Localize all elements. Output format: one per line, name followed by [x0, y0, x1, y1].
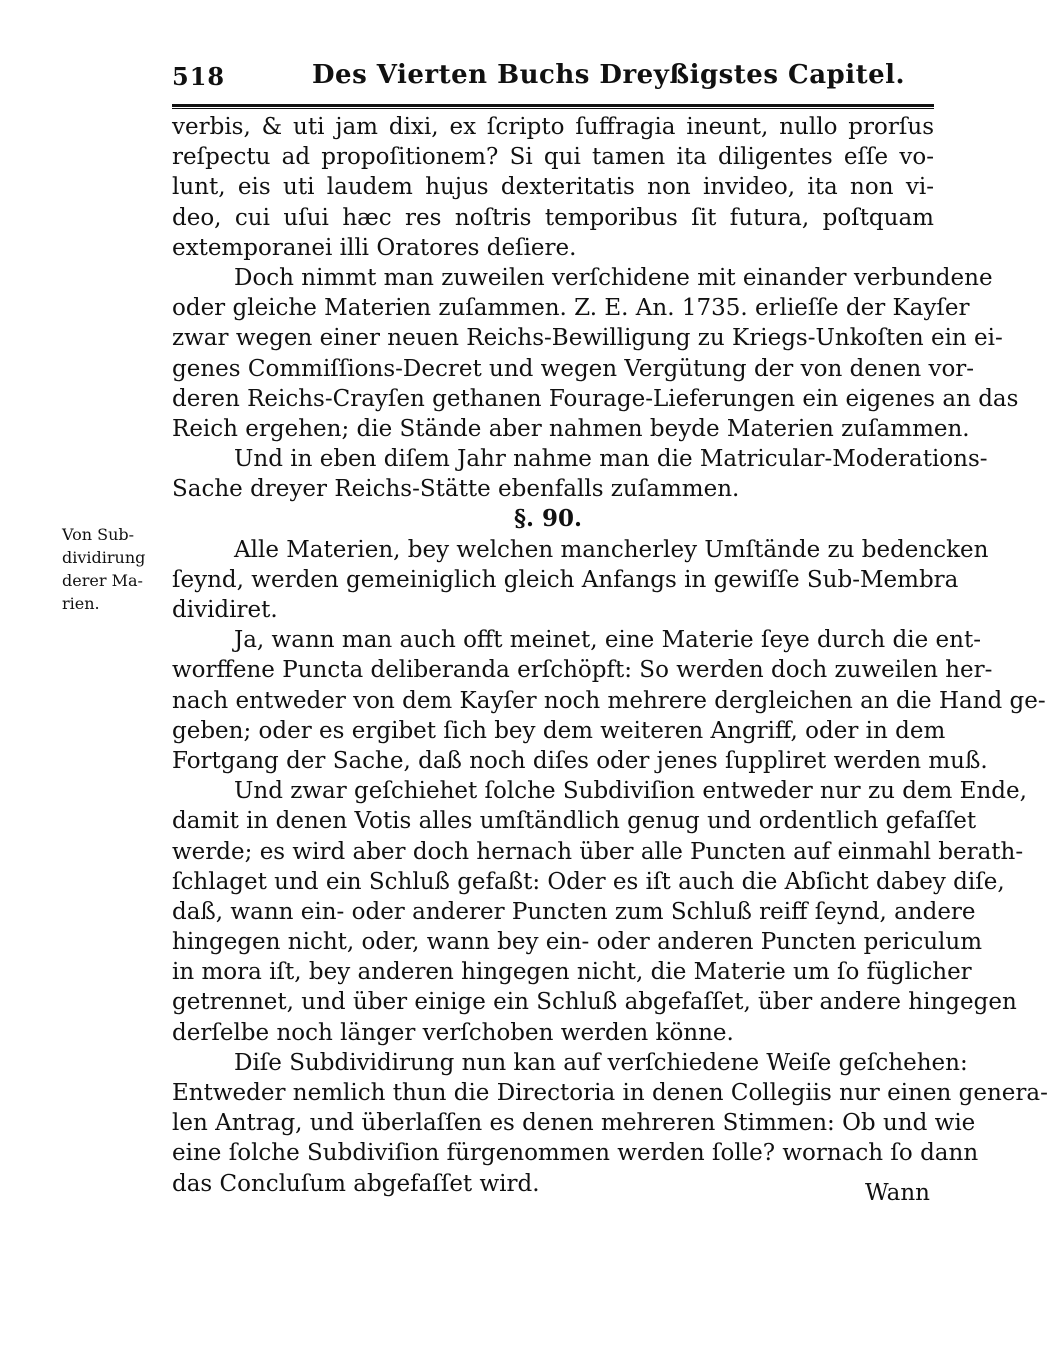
text-line: damit in denen Votis alles umſtändlich genug und ordentlich gefaſſet [172, 808, 977, 835]
text-line: oder gleiche Materien zuſammen. Z. E. An. 1735. erlieſſe der Kayſer [172, 295, 970, 322]
header-rule [172, 104, 934, 107]
text-line: verbis, & uti jam dixi, ex ſcripto ſuffragia ineunt, nullo prorſus [172, 114, 934, 140]
text-line: deo, cui uſui hæc res noſtris temporibus ſit futura, poſtquam [172, 204, 934, 231]
text-line: lunt, eis uti laudem hujus dexteritatis non invideo, ita non vi- [172, 174, 934, 201]
text-line: Diſe Subdividirung nun kan auf verſchiedene Weiſe geſchehen: [234, 1049, 968, 1076]
text-line: genes Commiſſions-Decret und wegen Vergütung der von denen vor- [172, 355, 975, 382]
text-line: das Concluſum abgefaſſet wird. [172, 1170, 540, 1197]
body-text [172, 112, 1048, 1199]
text-line: extemporanei illi Oratores deſiere. [172, 234, 577, 261]
text-line: Alle Materien, bey welchen mancherley Umſtände zu bedencken [234, 536, 989, 563]
text-line: Fortgang der Sache, daß noch diſes oder jenes ſuppliret werden muß. [172, 747, 988, 774]
text-line: Und zwar geſchiehet ſolche Subdiviſion entweder nur zu dem Ende, [234, 778, 1027, 805]
header-rule-thin [172, 108, 934, 109]
text-line: werde; es wird aber doch hernach über alle Puncten auf einmahl berath- [172, 838, 1024, 865]
page-header [172, 58, 934, 98]
text-line: Entweder nemlich thun die Directoria in denen Collegiis nur einen genera- [172, 1080, 1048, 1106]
text-line: dividiret. [172, 597, 278, 623]
margin-note-line: derer Ma- [62, 571, 143, 590]
text-line: Reich ergehen; die Stände aber nahmen beyde Materien zuſammen. [172, 415, 970, 442]
text-line: ſeynd, werden gemeiniglich gleich Anfangs in gewiſſe Sub-Membra [172, 566, 959, 593]
text-line: eine ſolche Subdiviſion fürgenommen werden ſolle? wornach ſo dann [172, 1140, 979, 1167]
text-line: Sache dreyer Reichs-Stätte ebenfalls zuſammen. [172, 476, 740, 503]
text-line: zwar wegen einer neuen Reichs-Bewilligung zu Kriegs-Unkoſten ein ei- [172, 325, 1003, 352]
text-line: reſpectu ad propoſitionem? Si qui tamen ita diligentes eſſe vo- [172, 144, 934, 171]
text-line: len Antrag, und überlaſſen es denen mehreren Stimmen: Ob und wie [172, 1110, 976, 1137]
text-line: Doch nimmt man zuweilen verſchidene mit einander verbundene [234, 264, 993, 291]
text-line: derſelbe noch länger verſchoben werden könne. [172, 1019, 734, 1046]
margin-note [62, 523, 172, 615]
text-line: worffene Puncta deliberanda erſchöpft: So werden doch zuweilen her- [172, 657, 993, 684]
text-line: nach entweder von dem Kayſer noch mehrere dergleichen an die Hand ge- [172, 687, 1046, 714]
text-line: Und in eben diſem Jahr nahme man die Matricular-Moderations- [234, 446, 988, 473]
running-head: Des Vierten Buchs Dreyßigstes Capitel. [312, 60, 906, 90]
page-number: 518 [172, 62, 226, 91]
text-line: deren Reichs-Crayſen gethanen Fourage-Lieferungen ein eigenes an das [172, 385, 1019, 412]
text-line: geben; oder es ergibet ſich bey dem weiteren Angriff, oder in dem [172, 717, 946, 744]
catchword: Wann [865, 1180, 930, 1206]
text-line: in mora iſt, bey anderen hingegen nicht, die Materie um ſo füglicher [172, 959, 972, 986]
margin-note-line: dividirung [62, 548, 146, 567]
text-line: Ja, wann man auch offt meinet, eine Materie ſeye durch die ent- [234, 627, 981, 654]
margin-note-line: rien. [62, 594, 100, 613]
text-line: daß, wann ein- oder anderer Puncten zum Schluß reiff ſeynd, andere [172, 898, 976, 925]
text-line: hingegen nicht, oder, wann bey ein- oder anderen Puncten periculum [172, 929, 983, 956]
text-line: ſchlaget und ein Schluß gefaßt: Oder es iſt auch die Abſicht dabey diſe, [172, 868, 1005, 895]
margin-note-line: Von Sub- [62, 525, 135, 544]
text-line: getrennet, und über einige ein Schluß abgefaſſet, über andere hingegen [172, 989, 1017, 1016]
section-heading: §. 90. [514, 505, 583, 533]
